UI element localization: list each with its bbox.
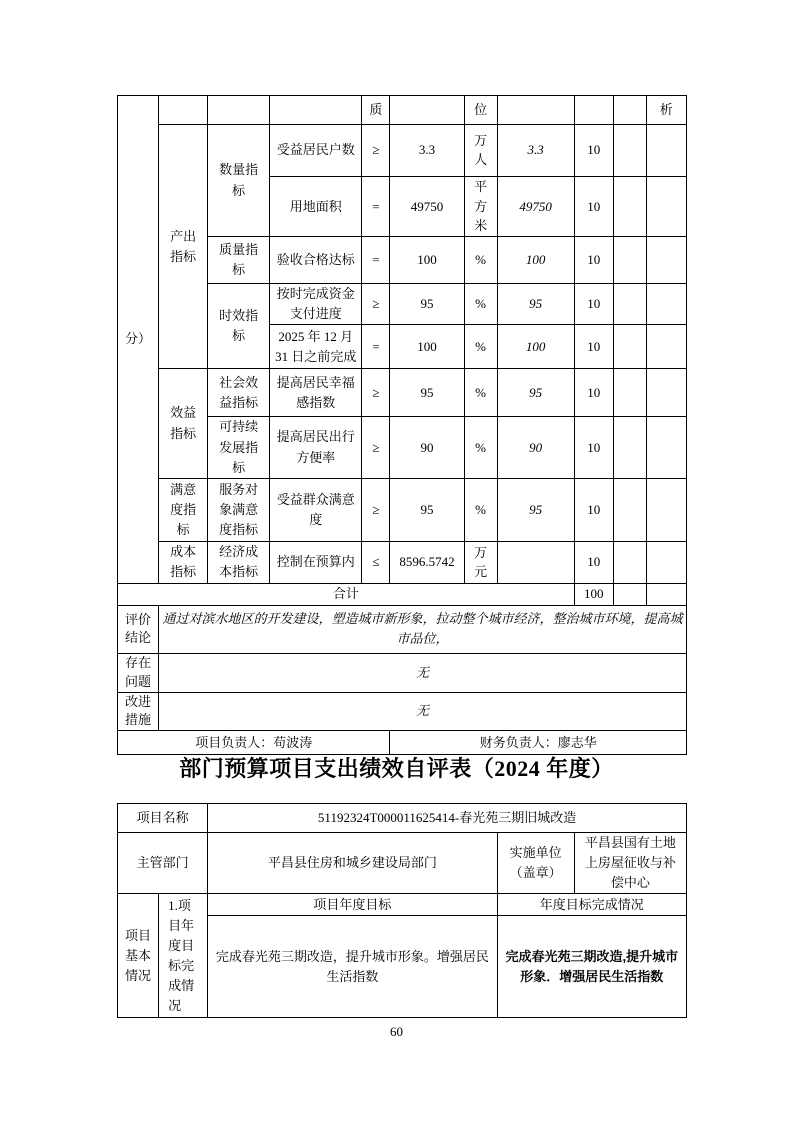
problems-row [118, 653, 687, 692]
score-cell: 10 [574, 369, 613, 417]
empty-cell [613, 177, 646, 237]
group-cost-cell: 成本指标 [159, 541, 208, 583]
analysis-header-fragment: 析 [646, 96, 686, 125]
actual-cell: 95 [497, 369, 574, 417]
target-cell: 49750 [390, 177, 464, 237]
problems-text-cell: 无 [159, 653, 687, 692]
unit-cell: % [464, 478, 497, 541]
goal-completion-text: 完成春光苑三期改造,提升城市形象．增强居民生活指数 [497, 916, 686, 1018]
score-cell: 10 [574, 177, 613, 237]
actual-cell [497, 541, 574, 583]
actual-cell: 90 [497, 417, 574, 478]
implementing-unit-label: 实施单位（盖章） [497, 833, 574, 894]
improvements-text-cell: 无 [159, 692, 687, 731]
project-info-table [117, 803, 687, 1018]
indicator-name-cell: 按时完成资金支付进度 [270, 284, 362, 325]
unit-cell: 万元 [464, 541, 497, 583]
empty-cell [208, 96, 270, 125]
project-name-value: 51192324T000011625414-春光苑三期旧城改造 [208, 804, 687, 833]
empty-cell [613, 478, 646, 541]
nature-cell: ≥ [362, 284, 390, 325]
total-row [118, 583, 687, 605]
indicator-row [118, 478, 687, 541]
project-manager-cell: 项目负责人：苟波涛 [118, 731, 390, 755]
page-number: 60 [390, 1024, 403, 1039]
subgroup-quantity-cell: 数量指标 [208, 125, 270, 237]
department-value: 平昌县住房和城乡建设局部门 [208, 833, 497, 894]
group-output-cell: 产出指标 [159, 125, 208, 369]
analysis-cell [646, 125, 686, 177]
analysis-cell [646, 478, 686, 541]
actual-cell: 100 [497, 237, 574, 284]
unit-cell: % [464, 284, 497, 325]
unit-cell: % [464, 417, 497, 478]
score-cell: 10 [574, 417, 613, 478]
empty-cell [390, 96, 464, 125]
annual-goal-header: 项目年度目标 [208, 894, 497, 916]
unit-header-fragment: 位 [464, 96, 497, 125]
empty-cell [613, 284, 646, 325]
annual-goal-section-label: 1.项目年度目标完成情况 [159, 894, 208, 1018]
nature-cell: ≥ [362, 369, 390, 417]
target-cell: 100 [390, 325, 464, 369]
actual-cell: 95 [497, 478, 574, 541]
empty-cell [574, 96, 613, 125]
indicator-name-cell: 验收合格达标 [270, 237, 362, 284]
indicator-table [117, 95, 687, 755]
group-benefit-cell: 效益指标 [159, 369, 208, 478]
empty-cell [613, 417, 646, 478]
unit-cell: % [464, 237, 497, 284]
score-cell: 10 [574, 125, 613, 177]
project-name-label: 项目名称 [118, 804, 208, 833]
department-label: 主管部门 [118, 833, 208, 894]
conclusion-text-cell: 通过对滨水地区的开发建设，塑造城市新形象，拉动整个城市经济，整治城市环境，提高城市品位， [159, 605, 687, 653]
nature-cell: ≥ [362, 125, 390, 177]
indicator-name-cell: 受益群众满意度 [270, 478, 362, 541]
indicator-row [118, 125, 687, 177]
project-name-row [118, 804, 687, 833]
total-score-cell: 100 [574, 583, 613, 605]
subgroup-timeliness-cell: 时效指标 [208, 284, 270, 369]
unit-cell: 平方米 [464, 177, 497, 237]
improvements-row [118, 692, 687, 731]
empty-cell [613, 325, 646, 369]
group-satisfaction-cell: 满意度指标 [159, 478, 208, 541]
subgroup-sustainable-cell: 可持续发展指标 [208, 417, 270, 478]
empty-cell [159, 96, 208, 125]
empty-cell [613, 583, 646, 605]
target-cell: 95 [390, 369, 464, 417]
subgroup-service-cell: 服务对象满意度指标 [208, 478, 270, 541]
goal-header-row [118, 894, 687, 916]
score-cell: 10 [574, 237, 613, 284]
empty-cell [270, 96, 362, 125]
analysis-cell [646, 325, 686, 369]
analysis-cell [646, 541, 686, 583]
nature-header-fragment: 质 [362, 96, 390, 125]
nature-cell: ≥ [362, 417, 390, 478]
target-cell: 100 [390, 237, 464, 284]
conclusion-row [118, 605, 687, 653]
empty-cell [497, 96, 574, 125]
nature-cell: ≤ [362, 541, 390, 583]
subgroup-quality-cell: 质量指标 [208, 237, 270, 284]
subgroup-social-cell: 社会效益指标 [208, 369, 270, 417]
actual-cell: 3.3 [497, 125, 574, 177]
unit-cell: % [464, 369, 497, 417]
analysis-cell [646, 284, 686, 325]
indicator-name-cell: 控制在预算内 [270, 541, 362, 583]
empty-cell [613, 541, 646, 583]
indicator-name-cell: 受益居民户数 [270, 125, 362, 177]
actual-cell: 95 [497, 284, 574, 325]
conclusion-label-cell: 评价结论 [118, 605, 159, 653]
empty-cell [613, 237, 646, 284]
empty-cell [613, 125, 646, 177]
implementing-unit-value: 平昌县国有土地上房屋征收与补偿中心 [574, 833, 686, 894]
indicator-name-cell: 2025 年 12 月 31 日之前完成 [270, 325, 362, 369]
nature-cell: = [362, 177, 390, 237]
score-cell: 10 [574, 325, 613, 369]
nature-cell: = [362, 325, 390, 369]
actual-cell: 49750 [497, 177, 574, 237]
department-row [118, 833, 687, 894]
analysis-cell [646, 417, 686, 478]
target-cell: 95 [390, 478, 464, 541]
finance-manager-cell: 财务负责人：廖志华 [390, 731, 687, 755]
indicator-name-cell: 提高居民幸福感指数 [270, 369, 362, 417]
actual-cell: 100 [497, 325, 574, 369]
indicator-row [118, 369, 687, 417]
score-cell: 10 [574, 478, 613, 541]
unit-cell: % [464, 325, 497, 369]
score-cell: 10 [574, 541, 613, 583]
target-cell: 8596.5742 [390, 541, 464, 583]
analysis-cell [646, 237, 686, 284]
problems-label-cell: 存在问题 [118, 653, 159, 692]
empty-cell [646, 583, 686, 605]
subgroup-economic-cell: 经济成本指标 [208, 541, 270, 583]
header-row [118, 96, 687, 125]
analysis-cell [646, 177, 686, 237]
target-cell: 90 [390, 417, 464, 478]
nature-cell: ≥ [362, 478, 390, 541]
analysis-cell [646, 369, 686, 417]
target-cell: 95 [390, 284, 464, 325]
annual-goal-text: 完成春光苑三期改造，提升城市形象。增强居民生活指数 [208, 916, 497, 1018]
indicator-name-cell: 提高居民出行方便率 [270, 417, 362, 478]
basic-info-label: 项目基本情况 [118, 894, 159, 1018]
document-title: 部门预算项目支出绩效自评表（2024 年度） [179, 756, 614, 781]
nature-cell: = [362, 237, 390, 284]
goal-completion-header: 年度目标完成情况 [497, 894, 686, 916]
unit-cell: 万人 [464, 125, 497, 177]
total-label-cell: 合计 [118, 583, 575, 605]
score-column-fragment: 分） [118, 96, 159, 584]
empty-cell [613, 96, 646, 125]
indicator-name-cell: 用地面积 [270, 177, 362, 237]
improvements-label-cell: 改进措施 [118, 692, 159, 731]
score-cell: 10 [574, 284, 613, 325]
empty-cell [613, 369, 646, 417]
target-cell: 3.3 [390, 125, 464, 177]
indicator-row [118, 541, 687, 583]
